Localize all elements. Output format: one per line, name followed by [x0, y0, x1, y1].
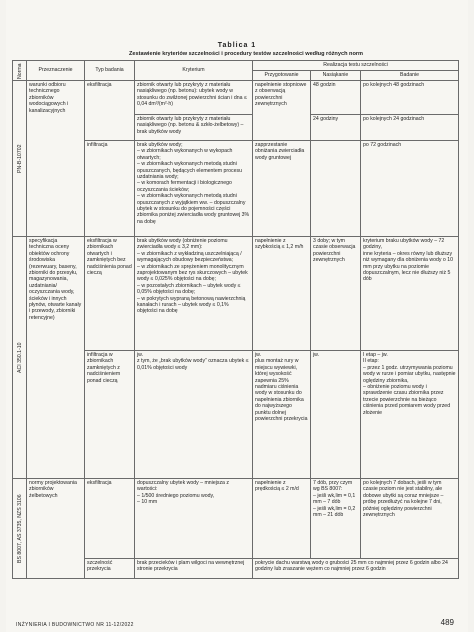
typ-cell: infiltracja	[85, 141, 135, 237]
kryterium-cell: brak przecieków i plam wilgoci na wewnętrznej stronie przekrycia	[135, 559, 253, 579]
badanie-cell: po kolejnych 7 dobach, jeśli w tym czasie poziom nie jest stabilny, ale dobowe ubytki są coraz mniejsze – próbę przedłużyć na kolejne 7 dni, później oględziny powierzchni zewnętrznych	[361, 479, 459, 559]
nasiakanie-cell: jw.	[311, 351, 361, 479]
table-row	[13, 237, 459, 351]
badanie-cell: po kolejnych 24 godzinach	[361, 115, 459, 141]
kryterium-cell: zbiornik otwarty lub przykryty z materiału nasiąkliwego (np. betonu & szkło-żelbetowy) – brak ubytków wody	[135, 115, 253, 141]
header-typ-badania: Typ badania	[85, 61, 135, 81]
kryterium-cell: zbiornik otwarty lub przykryty z materiału nasiąkliwego (np. betonu): ubytek wody w stosunku do zwilżonej powierzchni ścian i dna ≤ 0,04 dm³/(m²·h)	[135, 81, 253, 115]
typ-cell: szczelność przekrycia	[85, 559, 135, 579]
page-number: 489	[440, 618, 454, 627]
typ-cell: eksfiltracja	[85, 479, 135, 559]
header-nasiakanie: Nasiąkanie	[311, 71, 361, 81]
przygotowanie-cell: zapprzestanie obniżania zwierciadła wody gruntowej	[253, 141, 311, 237]
typ-cell: eksfiltracja w zbiornikach otwartych i zamkniętych bez nadciśnienia ponad cieczą	[85, 237, 135, 351]
przygotowanie-cell: napełnienie stopniowe z obserwacją powierzchni zewnętrznych	[253, 81, 311, 141]
header-realizacja: Realizacja testu szczelności	[253, 61, 459, 71]
przygotowanie-cell: jw. plus montaż rury w miejscu wywiewki, której wysokość zapewnia 25% nadmiaru ciśnienia wody w stosunku do napełnienia zbiornika do najwyższego punktu dolnej powierzchni przekrycia	[253, 351, 311, 479]
journal-footer: INŻYNIERIA I BUDOWNICTWO NR 11-12/2022	[16, 622, 134, 628]
nasiakanie-cell: 3 doby; w tym czasie obserwacja powierzchni zewnętrznych	[311, 237, 361, 351]
criteria-table	[12, 60, 459, 579]
typ-cell: infiltracja w zbiornikach zamkniętych z nadciśnieniem ponad cieczą	[85, 351, 135, 479]
kryterium-cell: dopuszczalny ubytek wody – mniejsza z wartości: – 1/500 średniego poziomu wody, – 10 mm	[135, 479, 253, 559]
header-przeznaczenie: Przeznaczenie	[27, 61, 85, 81]
norma-cell: PN-B-10702	[13, 81, 27, 237]
norma-cell: BS 8007, AS 3735, NZS 3106	[13, 479, 27, 579]
realizacja-cell: pokrycie dachu warstwą wody o grubości 25 mm co najmniej przez 6 godzin albo 24 godziny lub zraszanie wężem co najmniej przez 6 godzin	[253, 559, 459, 579]
nasiakanie-cell: 7 dób, przy czym wg BS 8007: – jeśli wk,lim = 0,1 mm – 7 dób – jeśli wk,lim = 0,2 mm – 21 dób	[311, 479, 361, 559]
kryterium-cell: brak ubytków wody (obniżenie poziomu zwierciadła wody ≤ 3,2 mm): – w zbiornikach z wykładziną uszczelniającą / wymagających obudowy bezpieczeństwa; – w zbiornikach ze sprężeniem monolitycznym zaprojektowanym bez rys skurczowych – ubytek wody ≤ 0,025% objętości na dobę; – w pozostałych zbiornikach – ubytek wody ≤ 0,05% objętości na dobę; – w pokrytych wypraną betonową nawierzchnią kanałach i rurach – ubytek wody ≤ 0,1% objętości na dobę	[135, 237, 253, 351]
header-badanie: Badanie	[361, 71, 459, 81]
table-subtitle: Zestawienie kryteriów szczelności i procedury testów szczelności według różnych norm	[128, 51, 364, 57]
nasiakanie-cell: 24 godziny	[311, 115, 361, 141]
przygotowanie-cell: napełnienie z prędkością ≤ 2 m/d	[253, 479, 311, 559]
badanie-cell: po 72 godzinach	[361, 141, 459, 237]
norma-cell: ACI 350.1-10	[13, 237, 27, 479]
przeznaczenie-cell: specyfikacja techniczna oceny obiektów ochrony środowiska (rezerwuary, baseny, zbiorniki do przesyłu, magazynowania, uzdatniania/ oczyszczania wody, ścieków i innych płynów, otwarte kanały i przewody, zbiorniki retencyjne)	[27, 237, 85, 479]
badanie-cell: I etap – jw. II etap: – przez 1 godz. utrzymywania poziomu wody w rurze i pomiar ubytku, następnie oględziny zbiornika, – obniżenie poziomu wody i sprawdzenie czasu zbiornika przez trzecie powierzchnie na bieżąco ciśnienia przed pomiarem wody przed złożenie	[361, 351, 459, 479]
table-title: Tablica 1	[217, 42, 257, 49]
przygotowanie-cell: napełnienie z szybkością ≤ 1,2 m/h	[253, 237, 311, 351]
kryterium-cell: jw. z tym, że „brak ubytków wody” oznacza ubytek ≤ 0,01% objętości wody	[135, 351, 253, 479]
kryterium-cell: brak ubytków wody; – w zbiornikach wykonanych w wykopach otwartych; – w zbiornikach wykonanych metodą studni opuszczanych, będących elementem procesu uzdatniania wody; – w komorach fermentacji i biologicznego oczyszczania ścieków; – w zbiornikach wykonanych metodą studni opuszczanych z wyjątkiem ww. – dopuszczalny ubytek w stosunku do pojemności części zbiornika poniżej zwierciadła wody gruntowej 3% na dobę	[135, 141, 253, 237]
document-page	[6, 0, 468, 632]
przeznaczenie-cell: warunki odbioru technicznego zbiorników wodociągowych i kanalizacyjnych	[27, 81, 85, 237]
nasiakanie-cell	[311, 141, 361, 237]
przeznaczenie-cell: normy projektowania zbiorników żelbetowych	[27, 479, 85, 579]
header-norma: Norma	[13, 61, 27, 81]
badanie-cell: kryterium braku ubytków wody – 72 godziny, inne kryteria – okres równy lub dłuższy niż wymagany dla obniżenia wody o 10 mm przy ubytku na poziomie dopuszczalnym, lecz nie dłuższy niż 5 dób	[361, 237, 459, 351]
table-row	[13, 479, 459, 559]
header-kryterium: Kryterium	[135, 61, 253, 81]
badanie-cell: po kolejnych 48 godzinach	[361, 81, 459, 115]
header-przygotowanie: Przygotowanie	[253, 71, 311, 81]
typ-cell: eksfiltracja	[85, 81, 135, 141]
table-row	[13, 81, 459, 115]
nasiakanie-cell: 48 godzin	[311, 81, 361, 115]
